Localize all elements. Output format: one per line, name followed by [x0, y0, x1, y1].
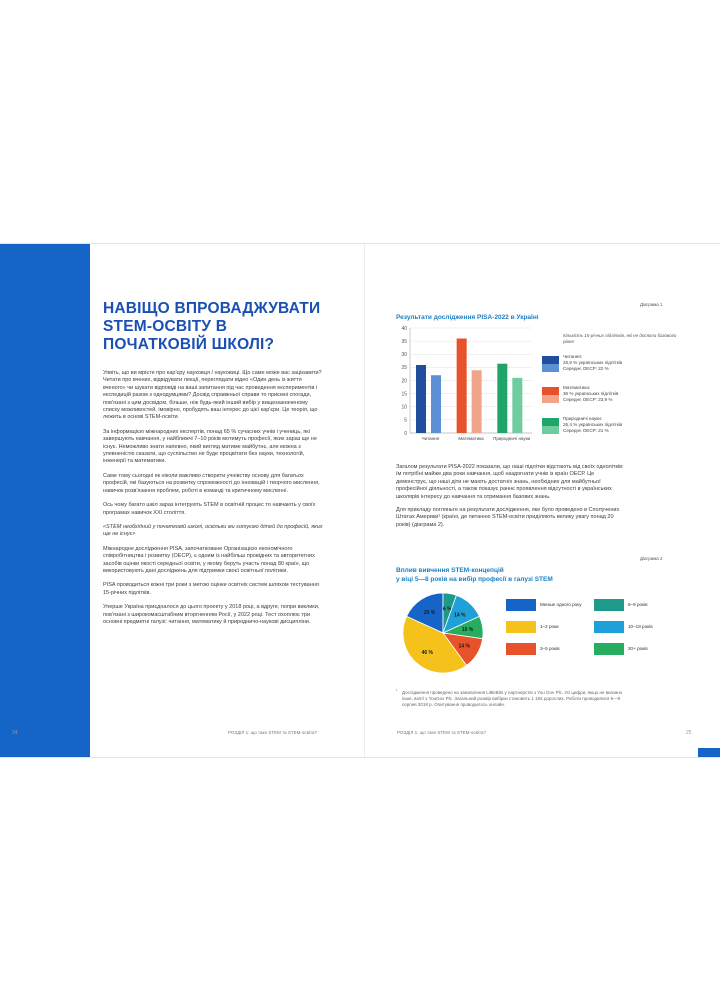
legend-science [542, 416, 682, 438]
chart1-title: Результати дослідження PISA-2022 в Україні [396, 314, 539, 321]
footnote-mark: ¹ [396, 688, 398, 693]
legend-oecd: Середнє ОЕСР: 23,9 % [563, 397, 613, 403]
bar-oecd [472, 370, 482, 433]
stem-pie-chart [398, 588, 498, 678]
y-tick-label: 35 [401, 338, 407, 345]
legend-label: 3–5 років [540, 646, 560, 651]
y-tick-label: 10 [401, 404, 407, 411]
legend-subject: Природничі науки: [563, 416, 603, 421]
y-tick-label: 30 [401, 352, 407, 359]
section-heading: НАВІЩО ВПРОВАДЖУВАТИ STEM-ОСВІТУ В ПОЧАТКОВІЙ ШКОЛІ? [103, 300, 321, 353]
chart2-title [396, 566, 553, 584]
legend-label: 6–9 років [628, 602, 648, 607]
footnote: Дослідження проведено на замовлення LittleBits у партнерстві з You Gov Plc. Усі цифри, якщо не вказано інше, взяті з YouGov Plc. Загальний розмір вибірки становить 1 183 дорослих. Роботи проводилися 6—9 серпня 2018 р. Опитування проводилось онлайн. [402, 690, 623, 708]
legend-swatch-science-ua [542, 418, 559, 426]
legend-subject: Читання: [563, 354, 583, 359]
slice-label: 20 % [423, 609, 436, 616]
left-blue-bar [0, 244, 90, 757]
y-tick-label: 40 [401, 326, 407, 332]
pisa-bar-chart [396, 326, 536, 451]
legend-swatch-math-oecd [542, 395, 559, 403]
y-tick-label: 5 [404, 417, 407, 424]
legend-swatch-math-ua [542, 387, 559, 395]
slice-label: 6 % [442, 606, 452, 613]
bar-ukraine [457, 339, 467, 434]
paragraph: Ось чому багато шкіл зараз інтегрують STEM в освітній процес то навчають у своїх програмах навичок XXI століття. [103, 502, 316, 516]
legend-swatch-science-oecd [542, 426, 559, 434]
footer-right: РОЗДІЛ 1: що таке STEM та STEM-освіта? [397, 730, 486, 735]
paragraph: За інформацією міжнародних експертів, понад 65 % сучасних учнів і учениць, які завершують навчання, у найближчі 7–10 років мотимуть професії, яких зараз ще не існує. Неможливо знати напевно, який вигляд матиме майбутнє, але можна з упевненістю сказати, що суспільство не буде процвітати без науки, технологій, інженерії та математики. [103, 428, 317, 465]
legend-ukraine: 36 % українських підлітків [563, 391, 619, 397]
legend-label: 10–19 років [628, 624, 653, 629]
y-tick-label: 0 [404, 430, 407, 437]
bar-oecd [512, 378, 522, 433]
slice-label: 10 % [461, 627, 474, 634]
book-spread [0, 243, 720, 758]
legend-swatch [506, 621, 536, 633]
y-tick-label: 20 [401, 378, 407, 385]
paragraph: Саме тому сьогодні як ніколи важливо створити учнівству основу для багатьох професій, які базуються на розвитку спроможності до інновацій і творчого мислення, навичок розв'язання проблем, роботі в команді та критичному мисленні. [103, 472, 320, 494]
legend-swatch [594, 599, 624, 611]
page-number-right: 25 [686, 730, 692, 736]
y-tick-label: 25 [401, 365, 407, 372]
legend-subject: Математика: [563, 385, 591, 390]
paragraph: Уперше Україна приєдналося до цього проекту у 2018 році, а вдруге, попри виклики, пов'язані з широкомасштабним вторгненням Росії, у 2022 році. Тест охоплює три основні предметні галузі: читання, математику й природничо-наукові дисципліни. [103, 604, 320, 625]
paragraph: Уявіть, що ви мрієте про кар'єру науковця / науковиці. Що саме може вас зацікавити? Читати про вчених, відвідувати лекції, переглядати відео «Один день із життя вченого» чи шукати відповіді на ваші запитання під час проведення експериментів і експедицій разом з однодумцями? Досвід справжньої справи то приємні спогади, пов'язані з цим досвідом, більше, ніж будь-який інший вибір у вищезазначеному списку можливостей, імовірно, пробудять ваш інтерес до цієї кар'єри. Це теорія, що лежить в основі STEM-освіти. [103, 370, 322, 421]
legend-reading [542, 354, 682, 376]
right-blue-strip [698, 748, 720, 757]
left-page-text [103, 300, 323, 633]
legend-label: 1–2 роки [540, 624, 559, 629]
quote: «STEM необхідний у початковій школі, оскільки ми готуємо дітей до професій, яких ще не існує» [103, 523, 323, 538]
legend1-heading: Кількість 15-річних підлітків, які не досягли базового рівня [563, 333, 677, 344]
footer-left: РОЗДІЛ 1: що таке STEM та STEM-освіта? [228, 730, 317, 735]
paragraph: Для прикладу погляньте на результати дослідження, яке було проведено в Сполучених Штатах Америки¹ (країні, де питанню STEM-освіти приділяють велику увагу понад 20 років) (діаграма 2). [396, 507, 620, 528]
legend-swatch [506, 599, 536, 611]
bar-ukraine [416, 365, 426, 433]
chart2-title-line2: у віці 5—8 років на вибір професії в галузі STEM [396, 576, 553, 583]
x-tick-label: Математика [458, 436, 484, 441]
bar-oecd [431, 375, 441, 433]
diagram1-label: Діаграма 1 [640, 302, 663, 307]
legend-label: 20+ років [628, 646, 648, 651]
legend-swatch-reading-oecd [542, 364, 559, 372]
x-tick-label: Читання [421, 436, 440, 441]
page-gutter [364, 244, 365, 757]
legend-label: Менше одного року [540, 602, 582, 607]
x-tick-label: Природничі науки [493, 436, 531, 441]
right-text-block [396, 464, 624, 535]
legend-swatch [594, 643, 624, 655]
legend-ukraine: 25,9 % українських підлітків [563, 360, 623, 366]
diagram2-label: Діаграма 2 [640, 556, 663, 561]
legend-ukraine: 26,4 % українських підлітків [563, 422, 623, 428]
chart2-title-line1: Вплив вивчення STEM-концепцій [396, 567, 504, 574]
paragraph: PISA проводиться кожні три роки з метою оцінки освітніх систем шляхом тестування 15-річних підлітків. [103, 582, 319, 596]
paragraph: Загалом результати PISA-2022 показали, що наші підлітки відстають від своїх однолітків: їм потрібні майже два роки навчання, щоб наздогнати учнів із країн ОЕСР. Це демонструє, що наші діти не мають достатніх знань, необхідних для майбутньої професійної діяльності, а також показує раннє проявлення відсутності в українських школярів інтересу до навчання та отримання базових знань. [396, 464, 624, 500]
slice-label: 46 % [421, 649, 434, 656]
slice-label: 14 % [454, 612, 466, 619]
legend-swatch [594, 621, 624, 633]
legend-swatch [506, 643, 536, 655]
paragraph: Міжнародне дослідження PISA, започатковане Організацією економічного співробітництва і розвитку (ОЕСР), є одним із найбільш провідних та авторитетних засобів оцінки якості середньої освіти, у якому беруть участь понад 80 країн, що використовують дані досліджень для підтримки своєї освітньої політики. [103, 545, 315, 574]
page-number-left: 24 [12, 730, 18, 736]
legend-oecd: Середнє ОЕСР: 21 % [563, 428, 609, 434]
legend-swatch-reading-ua [542, 356, 559, 364]
slice-label: 14 % [458, 643, 470, 650]
legend-oecd: Середнє ОЕСР: 22 % [563, 366, 609, 372]
y-tick-label: 15 [401, 391, 407, 398]
bar-ukraine [497, 364, 507, 433]
legend-math [542, 385, 682, 407]
